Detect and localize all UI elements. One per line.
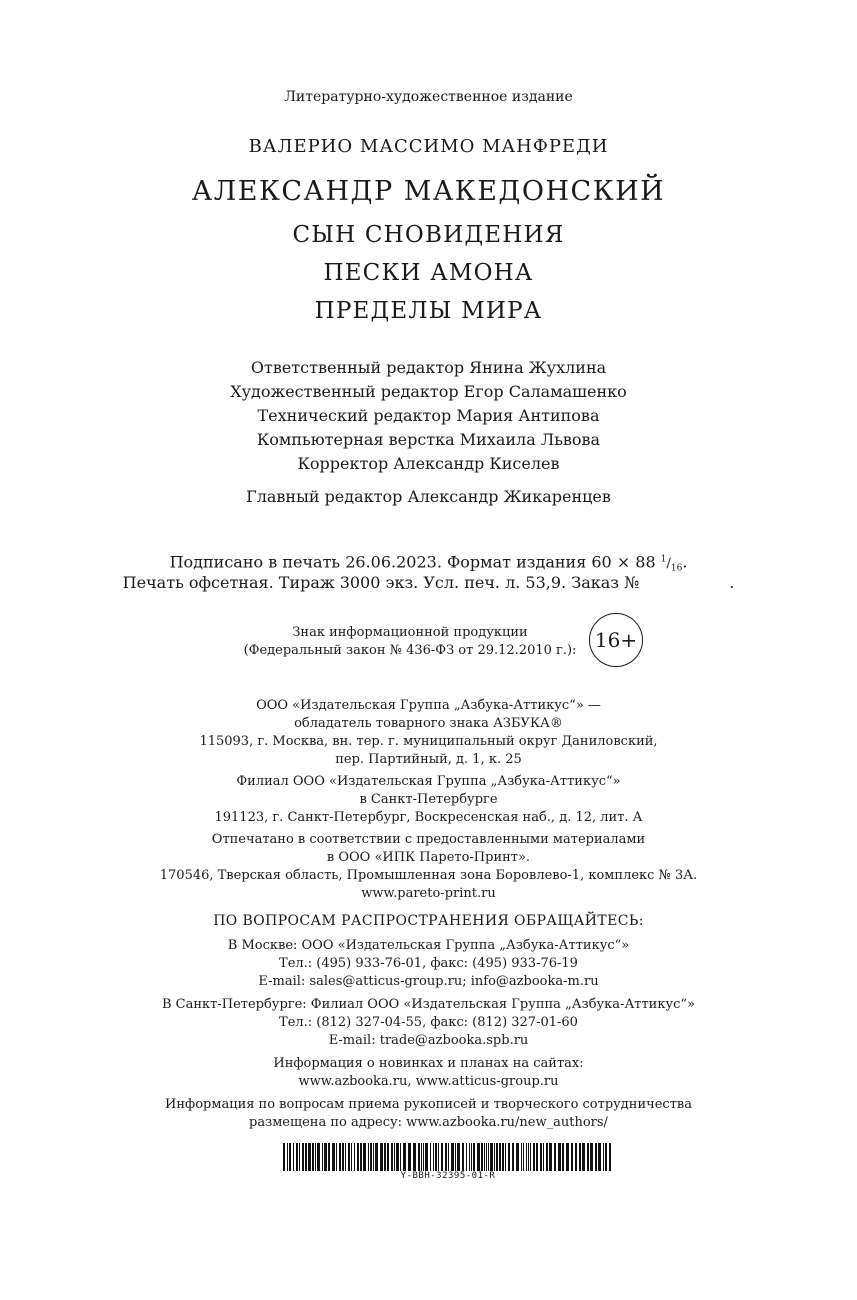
- barcode-bar: [521, 1143, 522, 1171]
- barcode-bar: [598, 1143, 601, 1171]
- credit-line: Корректор Александр Киселев: [297, 454, 560, 473]
- barcode-bar: [499, 1143, 501, 1171]
- barcode-bar: [543, 1143, 544, 1171]
- chief-editor: Главный редактор Александр Жикаренцев: [246, 487, 611, 506]
- barcode-bar: [360, 1143, 362, 1171]
- barcode-bar: [354, 1143, 355, 1171]
- barcode-bar: [384, 1143, 386, 1171]
- age-mark-label-2: (Федеральный закон № 436-ФЗ от 29.12.2010 г.):: [243, 643, 577, 658]
- barcode-bar: [332, 1143, 335, 1171]
- barcode-bar: [425, 1143, 428, 1171]
- format-fraction: $^1/_{16}$: [660, 555, 683, 574]
- subtitle-1: СЫН СНОВИДЕНИЯ: [292, 222, 565, 248]
- barcode: [283, 1143, 613, 1171]
- barcode-bar: [496, 1143, 498, 1171]
- branch-line: 191123, г. Санкт-Петербург, Воскресенская наб., д. 12, лит. А: [214, 810, 643, 825]
- age-rating-badge: 16+: [589, 613, 643, 667]
- barcode-bar: [403, 1143, 406, 1171]
- barcode-bar: [609, 1143, 611, 1171]
- print-info-end: .: [682, 552, 688, 572]
- moscow-contact-line: Тел.: (495) 933-76-01, факс: (495) 933-76-19: [279, 956, 578, 971]
- subtitle-3: ПРЕДЕЛЫ МИРА: [314, 298, 543, 324]
- news-line: www.azbooka.ru, www.atticus-group.ru: [298, 1074, 559, 1089]
- barcode-bar: [457, 1143, 460, 1171]
- publisher-line: обладатель товарного знака АЗБУКА®: [294, 716, 563, 731]
- barcode-bar: [373, 1143, 374, 1171]
- barcode-bar: [562, 1143, 564, 1171]
- barcode-bar: [484, 1143, 485, 1171]
- barcode-bar: [571, 1143, 573, 1171]
- publisher-line: ООО «Издательская Группа „Азбука-Аттикус“» —: [256, 698, 601, 713]
- credit-line: Ответственный редактор Янина Жухлина: [250, 358, 607, 377]
- barcode-bar: [324, 1143, 327, 1171]
- barcode-bar: [502, 1143, 504, 1171]
- printer-line: Отпечатано в соответствии с предоставленными материалами: [211, 832, 646, 847]
- barcode-bar: [471, 1143, 472, 1171]
- barcode-bar: [421, 1143, 422, 1171]
- barcode-bar: [526, 1143, 527, 1171]
- barcode-bar: [486, 1143, 487, 1171]
- barcode-bar: [516, 1143, 519, 1171]
- barcode-bar: [283, 1143, 285, 1171]
- barcode-bar: [363, 1143, 366, 1171]
- barcode-bar: [375, 1143, 378, 1171]
- publisher-line: пер. Партийный, д. 1, к. 25: [335, 752, 522, 767]
- barcode-bar: [305, 1143, 307, 1171]
- barcode-bar: [296, 1143, 298, 1171]
- barcode-bar: [387, 1143, 389, 1171]
- barcode-bar: [462, 1143, 464, 1171]
- barcode-bar: [322, 1143, 323, 1171]
- printer-line: в ООО «ИПК Парето-Принт».: [326, 850, 531, 865]
- barcode-bar: [512, 1143, 514, 1171]
- barcode-label: Y-BBH-32395-01-R: [400, 1171, 496, 1181]
- barcode-bar: [451, 1143, 454, 1171]
- barcode-bar: [357, 1143, 359, 1171]
- barcode-bar: [546, 1143, 548, 1171]
- subtitle-2: ПЕСКИ АМОНА: [323, 260, 534, 286]
- barcode-bar: [466, 1143, 467, 1171]
- barcode-bar: [455, 1143, 456, 1171]
- barcode-bar: [396, 1143, 399, 1171]
- barcode-bar: [339, 1143, 341, 1171]
- barcode-bar: [494, 1143, 495, 1171]
- barcode-bar: [317, 1143, 320, 1171]
- barcode-bar: [590, 1143, 593, 1171]
- barcode-bar: [394, 1143, 395, 1171]
- distribution-heading: ПО ВОПРОСАМ РАСПРОСТРАНЕНИЯ ОБРАЩАЙТЕСЬ:: [213, 913, 644, 929]
- barcode-bar: [435, 1143, 437, 1171]
- barcode-bar: [582, 1143, 585, 1171]
- credit-line: Технический редактор Мария Антипова: [257, 406, 600, 425]
- barcode-bar: [351, 1143, 352, 1171]
- spb-contact-line: E-mail: trade@azbooka.spb.ru: [328, 1033, 529, 1048]
- barcode-bar: [558, 1143, 561, 1171]
- barcode-bar: [488, 1143, 489, 1171]
- barcode-bar: [315, 1143, 316, 1171]
- manuscripts-line: Информация по вопросам приема рукописей и творческого сотрудничества: [165, 1097, 692, 1112]
- barcode-bar: [508, 1143, 510, 1171]
- barcode-bar: [287, 1143, 288, 1171]
- fraction-numerator: 1: [660, 555, 667, 565]
- fraction-denominator: 16: [670, 563, 683, 574]
- barcode-bar: [408, 1143, 411, 1171]
- barcode-bar: [430, 1143, 431, 1171]
- barcode-bar: [566, 1143, 569, 1171]
- barcode-bar: [540, 1143, 542, 1171]
- barcode-bar: [549, 1143, 552, 1171]
- barcode-bar: [328, 1143, 330, 1171]
- barcode-bar: [536, 1143, 538, 1171]
- barcode-bar: [533, 1143, 535, 1171]
- barcode-bar: [380, 1143, 383, 1171]
- barcode-bar: [528, 1143, 529, 1171]
- branch-line: Филиал ООО «Издательская Группа „Азбука-Аттикус“»: [236, 774, 621, 789]
- barcode-bar: [490, 1143, 493, 1171]
- barcode-bar: [368, 1143, 369, 1171]
- barcode-bar: [587, 1143, 589, 1171]
- barcode-bar: [481, 1143, 483, 1171]
- spb-contact-line: В Санкт-Петербурге: Филиал ООО «Издательская Группа „Азбука-Аттикус“»: [161, 997, 696, 1012]
- barcode-bar: [400, 1143, 401, 1171]
- manuscripts-line: размещена по адресу: www.azbooka.ru/new_authors/: [249, 1115, 608, 1130]
- barcode-bar: [433, 1143, 434, 1171]
- barcode-bar: [530, 1143, 531, 1171]
- author-name: ВАЛЕРИО МАССИМО МАНФРЕДИ: [248, 136, 609, 157]
- barcode-bar: [302, 1143, 304, 1171]
- barcode-bar: [336, 1143, 337, 1171]
- barcode-bar: [293, 1143, 294, 1171]
- barcode-bar: [505, 1143, 506, 1171]
- print-info-text: Подписано в печать 26.06.2023. Формат издания 60 × 88: [169, 552, 661, 572]
- print-info-end: .: [729, 573, 735, 592]
- barcode-bar: [554, 1143, 556, 1171]
- printer-line: 170546, Тверская область, Промышленная зона Боровлево-1, комплекс № 3А.: [159, 868, 698, 883]
- barcode-bar: [441, 1143, 443, 1171]
- barcode-bar: [348, 1143, 350, 1171]
- age-mark-label: [240, 624, 580, 660]
- edition-type: Литературно-художественное издание: [284, 89, 573, 105]
- barcode-bar: [413, 1143, 416, 1171]
- spb-contact-line: Тел.: (812) 327-04-55, факс: (812) 327-01-60: [279, 1015, 578, 1030]
- barcode-bar: [312, 1143, 314, 1171]
- barcode-bar: [477, 1143, 480, 1171]
- barcode-bar: [370, 1143, 372, 1171]
- barcode-bar: [299, 1143, 300, 1171]
- barcode-bar: [469, 1143, 470, 1171]
- barcode-bar: [308, 1143, 311, 1171]
- barcode-bar: [575, 1143, 577, 1171]
- barcode-bar: [523, 1143, 524, 1171]
- barcode-bar: [595, 1143, 597, 1171]
- moscow-contact-line: E-mail: sales@atticus-group.ru; info@azbooka-m.ru: [258, 974, 599, 989]
- publisher-line: 115093, г. Москва, вн. тер. г. муниципальный округ Даниловский,: [199, 734, 658, 749]
- barcode-bar: [605, 1143, 607, 1171]
- book-title: АЛЕКСАНДР МАКЕДОНСКИЙ: [191, 176, 666, 207]
- barcode-bar: [418, 1143, 420, 1171]
- branch-line: в Санкт-Петербурге: [359, 792, 498, 807]
- barcode-bar: [448, 1143, 449, 1171]
- news-line: Информация о новинках и планах на сайтах:: [273, 1056, 584, 1071]
- barcode-bar: [342, 1143, 344, 1171]
- age-mark-label-1: Знак информационной продукции: [292, 625, 528, 640]
- barcode-bar: [438, 1143, 439, 1171]
- barcode-bar: [445, 1143, 447, 1171]
- barcode-bar: [603, 1143, 604, 1171]
- barcode-bar: [391, 1143, 393, 1171]
- barcode-bar: [345, 1143, 346, 1171]
- credit-line: Художественный редактор Егор Саламашенко: [230, 382, 627, 401]
- credit-line: Компьютерная верстка Михаила Львова: [256, 430, 601, 449]
- barcode-bar: [579, 1143, 581, 1171]
- barcode-bar: [289, 1143, 291, 1171]
- printer-website: www.pareto-print.ru: [361, 886, 496, 901]
- print-info-line2: [0, 571, 857, 595]
- barcode-bar: [423, 1143, 424, 1171]
- moscow-contact-line: В Москве: ООО «Издательская Группа „Азбука-Аттикус“»: [227, 938, 630, 953]
- print-info-text: Печать офсетная. Тираж 3000 экз. Усл. печ. л. 53,9. Заказ №: [122, 573, 640, 592]
- barcode-bar: [473, 1143, 475, 1171]
